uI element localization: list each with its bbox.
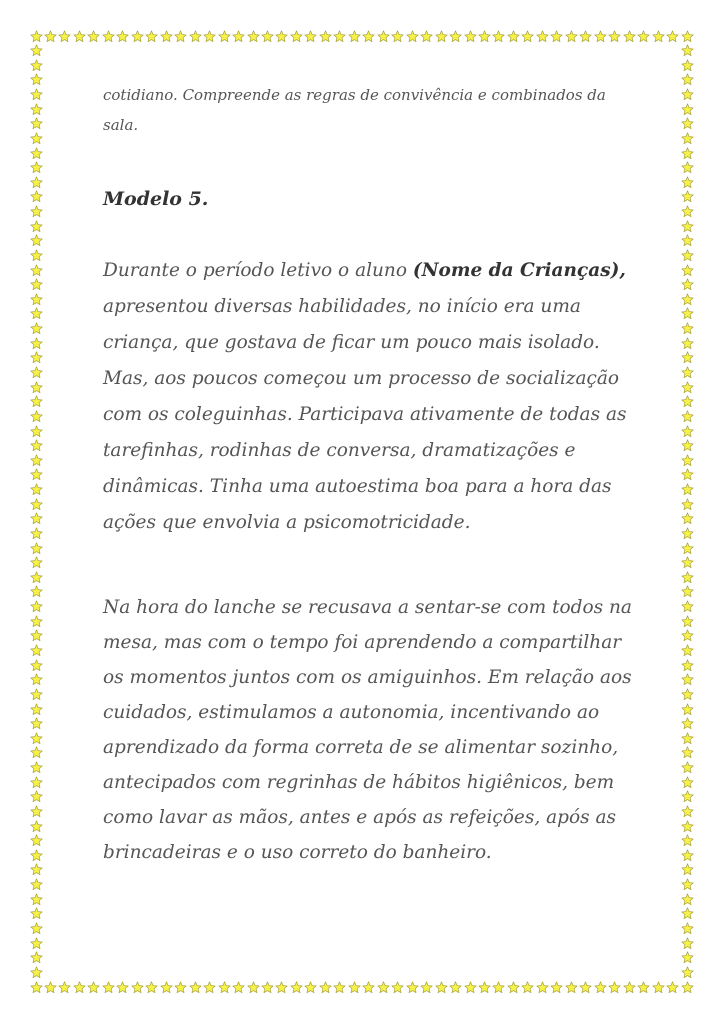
star-icon bbox=[464, 30, 477, 43]
star-icon bbox=[681, 366, 694, 379]
student-name-placeholder: (Nome da Crianças), bbox=[412, 260, 626, 281]
star-icon bbox=[681, 176, 694, 189]
star-icon bbox=[30, 937, 43, 950]
star-icon bbox=[30, 542, 43, 555]
star-icon bbox=[30, 776, 43, 789]
star-icon bbox=[681, 249, 694, 262]
star-icon bbox=[681, 498, 694, 511]
star-icon bbox=[30, 190, 43, 203]
star-icon bbox=[333, 30, 346, 43]
star-icon bbox=[594, 981, 607, 994]
star-icon bbox=[681, 278, 694, 291]
star-icon bbox=[681, 205, 694, 218]
star-icon bbox=[681, 454, 694, 467]
star-icon bbox=[203, 981, 216, 994]
star-icon bbox=[145, 981, 158, 994]
star-icon bbox=[362, 981, 375, 994]
star-icon bbox=[30, 834, 43, 847]
star-icon bbox=[30, 410, 43, 423]
star-icon bbox=[681, 73, 694, 86]
star-icon bbox=[652, 981, 665, 994]
star-icon bbox=[681, 776, 694, 789]
intro-paragraph: cotidiano. Compreende as regras de convivência e combinados da sala. bbox=[103, 86, 606, 134]
star-icon bbox=[420, 981, 433, 994]
star-icon bbox=[681, 322, 694, 335]
star-icon bbox=[666, 981, 679, 994]
star-icon bbox=[681, 951, 694, 964]
star-icon bbox=[377, 30, 390, 43]
paragraph-1-start: Durante o período letivo o aluno bbox=[103, 260, 413, 281]
star-icon bbox=[478, 30, 491, 43]
star-icon bbox=[145, 30, 158, 43]
star-icon bbox=[681, 542, 694, 555]
star-icon bbox=[492, 30, 505, 43]
star-icon bbox=[30, 863, 43, 876]
star-icon bbox=[30, 981, 43, 994]
star-icon bbox=[30, 205, 43, 218]
star-icon bbox=[30, 483, 43, 496]
star-icon bbox=[102, 981, 115, 994]
star-icon bbox=[30, 703, 43, 716]
star-icon bbox=[348, 981, 361, 994]
star-icon bbox=[30, 234, 43, 247]
star-icon bbox=[681, 439, 694, 452]
star-icon bbox=[681, 790, 694, 803]
star-icon bbox=[58, 981, 71, 994]
star-icon bbox=[30, 278, 43, 291]
star-icon bbox=[30, 73, 43, 86]
star-icon bbox=[681, 556, 694, 569]
star-icon bbox=[232, 30, 245, 43]
star-icon bbox=[30, 673, 43, 686]
star-icon bbox=[30, 439, 43, 452]
star-icon bbox=[681, 468, 694, 481]
star-icon bbox=[30, 849, 43, 862]
star-icon bbox=[30, 307, 43, 320]
star-icon bbox=[377, 981, 390, 994]
star-icon bbox=[681, 59, 694, 72]
star-icon bbox=[30, 322, 43, 335]
star-icon bbox=[30, 659, 43, 672]
star-icon bbox=[275, 30, 288, 43]
star-icon bbox=[637, 30, 650, 43]
star-icon bbox=[406, 30, 419, 43]
star-icon bbox=[30, 805, 43, 818]
star-icon bbox=[30, 585, 43, 598]
star-icon bbox=[681, 659, 694, 672]
star-icon bbox=[478, 981, 491, 994]
star-icon bbox=[507, 981, 520, 994]
star-icon bbox=[681, 907, 694, 920]
star-icon bbox=[608, 30, 621, 43]
star-icon bbox=[681, 746, 694, 759]
star-icon bbox=[681, 117, 694, 130]
star-icon bbox=[30, 59, 43, 72]
star-icon bbox=[30, 615, 43, 628]
star-icon bbox=[681, 220, 694, 233]
star-icon bbox=[30, 907, 43, 920]
star-icon bbox=[681, 161, 694, 174]
star-icon bbox=[681, 307, 694, 320]
star-icon bbox=[550, 981, 563, 994]
paragraph-1 bbox=[103, 253, 633, 541]
star-icon bbox=[681, 644, 694, 657]
star-icon bbox=[30, 425, 43, 438]
star-icon bbox=[681, 351, 694, 364]
star-icon bbox=[218, 981, 231, 994]
star-icon bbox=[30, 951, 43, 964]
star-icon bbox=[681, 527, 694, 540]
star-icon bbox=[290, 30, 303, 43]
star-icon bbox=[681, 673, 694, 686]
star-icon bbox=[30, 117, 43, 130]
star-icon bbox=[681, 571, 694, 584]
star-icon bbox=[681, 234, 694, 247]
star-icon bbox=[608, 981, 621, 994]
paragraph-1-rest: apresentou diversas habilidades, no início era uma criança, que gostava de ficar um pouco mais isolado. Mas, aos poucos começou um processo de socialização com os coleguinhas. Participava ativamente de todas as tarefinhas, rodinhas de conversa, dramatizações e dinâmicas. Tinha uma autoestima boa para a hora das ações que envolvia a psicomotricidade. bbox=[103, 296, 627, 533]
star-icon bbox=[536, 981, 549, 994]
star-icon bbox=[449, 30, 462, 43]
star-icon bbox=[681, 937, 694, 950]
star-icon bbox=[681, 805, 694, 818]
star-icon bbox=[218, 30, 231, 43]
star-icon bbox=[30, 527, 43, 540]
star-icon bbox=[464, 981, 477, 994]
star-icon bbox=[30, 454, 43, 467]
star-icon bbox=[189, 30, 202, 43]
star-icon bbox=[30, 468, 43, 481]
star-icon bbox=[536, 30, 549, 43]
star-icon bbox=[116, 30, 129, 43]
star-icon bbox=[681, 44, 694, 57]
star-icon bbox=[391, 30, 404, 43]
star-icon bbox=[160, 981, 173, 994]
star-icon bbox=[681, 483, 694, 496]
star-icon bbox=[30, 88, 43, 101]
document-body bbox=[103, 80, 633, 863]
star-icon bbox=[435, 981, 448, 994]
star-icon bbox=[232, 981, 245, 994]
star-icon bbox=[681, 893, 694, 906]
star-icon bbox=[30, 688, 43, 701]
star-icon bbox=[30, 732, 43, 745]
star-icon bbox=[681, 512, 694, 525]
star-icon bbox=[131, 30, 144, 43]
star-icon bbox=[319, 981, 332, 994]
star-icon bbox=[30, 600, 43, 613]
star-icon bbox=[681, 395, 694, 408]
star-icon bbox=[681, 688, 694, 701]
star-icon bbox=[261, 981, 274, 994]
star-icon bbox=[30, 176, 43, 189]
star-icon bbox=[174, 981, 187, 994]
star-icon bbox=[681, 381, 694, 394]
star-icon bbox=[348, 30, 361, 43]
star-icon bbox=[594, 30, 607, 43]
star-icon bbox=[304, 981, 317, 994]
star-icon bbox=[30, 512, 43, 525]
star-icon bbox=[681, 337, 694, 350]
star-icon bbox=[30, 556, 43, 569]
star-icon bbox=[275, 981, 288, 994]
star-icon bbox=[261, 30, 274, 43]
star-icon bbox=[30, 922, 43, 935]
star-icon bbox=[247, 981, 260, 994]
star-icon bbox=[30, 30, 43, 43]
star-icon bbox=[681, 966, 694, 979]
star-icon bbox=[681, 30, 694, 43]
star-icon bbox=[449, 981, 462, 994]
star-icon bbox=[681, 410, 694, 423]
star-icon bbox=[131, 981, 144, 994]
star-icon bbox=[87, 981, 100, 994]
star-icon bbox=[30, 498, 43, 511]
star-icon bbox=[30, 147, 43, 160]
star-icon bbox=[30, 717, 43, 730]
star-icon bbox=[362, 30, 375, 43]
star-icon bbox=[435, 30, 448, 43]
star-icon bbox=[30, 820, 43, 833]
star-icon bbox=[681, 585, 694, 598]
star-icon bbox=[579, 30, 592, 43]
star-icon bbox=[203, 30, 216, 43]
star-icon bbox=[681, 878, 694, 891]
star-icon bbox=[681, 264, 694, 277]
star-icon bbox=[30, 761, 43, 774]
star-icon bbox=[333, 981, 346, 994]
star-icon bbox=[681, 293, 694, 306]
star-icon bbox=[189, 981, 202, 994]
star-icon bbox=[30, 893, 43, 906]
star-icon bbox=[681, 132, 694, 145]
star-icon bbox=[102, 30, 115, 43]
star-icon bbox=[44, 981, 57, 994]
star-icon bbox=[681, 981, 694, 994]
star-icon bbox=[174, 30, 187, 43]
star-icon bbox=[579, 981, 592, 994]
star-icon bbox=[681, 103, 694, 116]
star-icon bbox=[30, 644, 43, 657]
star-icon bbox=[116, 981, 129, 994]
star-icon bbox=[30, 629, 43, 642]
star-icon bbox=[623, 30, 636, 43]
star-icon bbox=[565, 30, 578, 43]
star-icon bbox=[681, 615, 694, 628]
star-icon bbox=[30, 264, 43, 277]
star-icon bbox=[30, 395, 43, 408]
star-icon bbox=[550, 30, 563, 43]
star-icon bbox=[247, 30, 260, 43]
star-icon bbox=[652, 30, 665, 43]
star-icon bbox=[681, 425, 694, 438]
star-icon bbox=[681, 190, 694, 203]
star-icon bbox=[304, 30, 317, 43]
star-icon bbox=[681, 147, 694, 160]
star-icon bbox=[30, 249, 43, 262]
star-icon bbox=[681, 849, 694, 862]
star-icon bbox=[681, 703, 694, 716]
star-icon bbox=[623, 981, 636, 994]
star-icon bbox=[391, 981, 404, 994]
star-icon bbox=[637, 981, 650, 994]
star-icon bbox=[30, 337, 43, 350]
star-icon bbox=[521, 30, 534, 43]
star-icon bbox=[681, 629, 694, 642]
star-icon bbox=[507, 30, 520, 43]
star-icon bbox=[681, 717, 694, 730]
star-icon bbox=[681, 863, 694, 876]
star-icon bbox=[565, 981, 578, 994]
star-icon bbox=[73, 981, 86, 994]
star-icon bbox=[30, 366, 43, 379]
star-icon bbox=[160, 30, 173, 43]
star-icon bbox=[73, 30, 86, 43]
star-icon bbox=[30, 571, 43, 584]
star-icon bbox=[681, 732, 694, 745]
star-icon bbox=[30, 44, 43, 57]
star-icon bbox=[666, 30, 679, 43]
star-icon bbox=[30, 220, 43, 233]
star-icon bbox=[87, 30, 100, 43]
star-icon bbox=[30, 381, 43, 394]
star-icon bbox=[681, 88, 694, 101]
star-icon bbox=[30, 878, 43, 891]
star-icon bbox=[30, 103, 43, 116]
star-icon bbox=[681, 600, 694, 613]
star-icon bbox=[681, 922, 694, 935]
star-icon bbox=[30, 293, 43, 306]
star-icon bbox=[58, 30, 71, 43]
section-heading: Modelo 5. bbox=[103, 188, 209, 210]
star-icon bbox=[30, 966, 43, 979]
star-icon bbox=[420, 30, 433, 43]
star-icon bbox=[681, 761, 694, 774]
star-icon bbox=[290, 981, 303, 994]
star-icon bbox=[30, 132, 43, 145]
star-icon bbox=[521, 981, 534, 994]
star-icon bbox=[44, 30, 57, 43]
star-icon bbox=[406, 981, 419, 994]
star-icon bbox=[681, 820, 694, 833]
star-icon bbox=[492, 981, 505, 994]
star-icon bbox=[319, 30, 332, 43]
star-icon bbox=[681, 834, 694, 847]
star-icon bbox=[30, 746, 43, 759]
star-icon bbox=[30, 351, 43, 364]
star-icon bbox=[30, 161, 43, 174]
paragraph-2: Na hora do lanche se recusava a sentar-se com todos na mesa, mas com o tempo foi aprendendo a compartilhar os momentos juntos com os amiguinhos. Em relação aos cuidados, estimulamos a autonomia, incentivando ao aprendizado da forma correta de se alimentar sozinho, antecipados com regrinhas de hábitos higiênicos, bem como lavar as mãos, antes e após as refeições, após as brincadeiras e o uso correto do banheiro. bbox=[103, 597, 632, 863]
star-icon bbox=[30, 790, 43, 803]
